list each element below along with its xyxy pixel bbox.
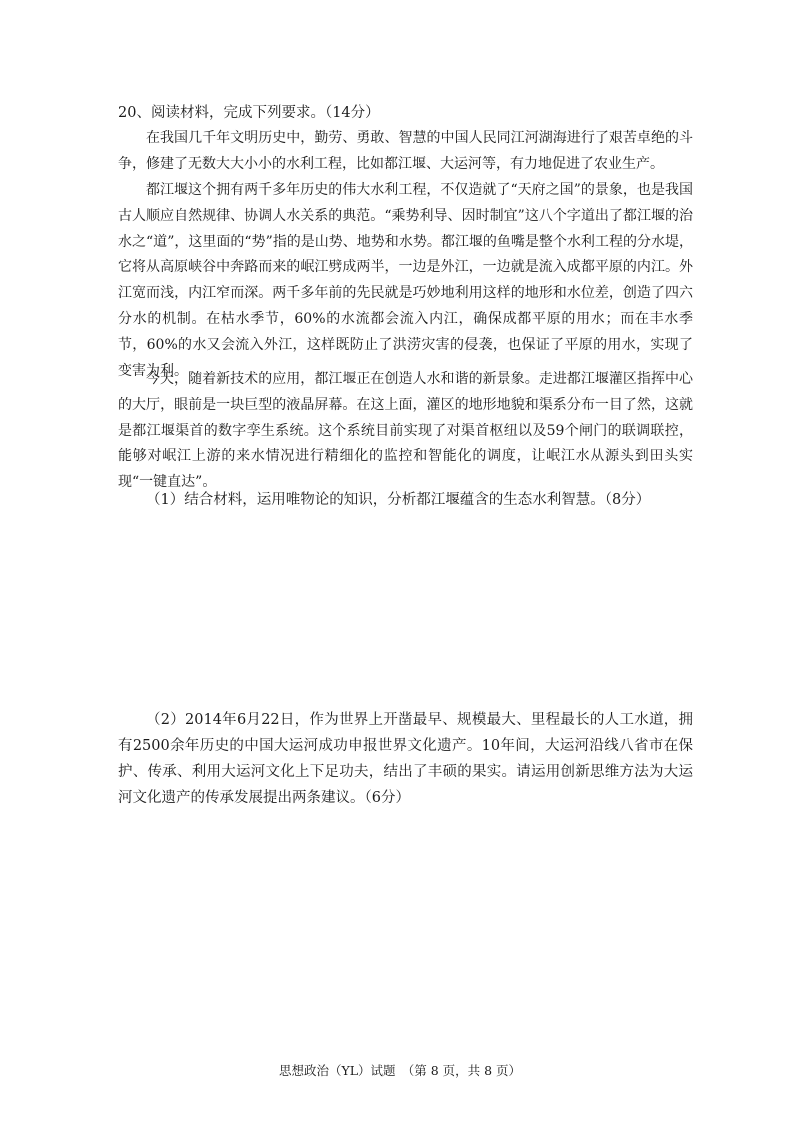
sub-question-2: （2）2014年6月22日，作为世界上开凿最早、规模最大、里程最长的人工水道，拥有2500余年历史的中国大运河成功申报世界文化遗产。10年间，大运河沿线八省市在保护、传承、利用大运河文化上下足功夫，结出了丰硕的果实。请运用创新思维方法为大运河文化遗产的传承发展提出两条建议。（6分） <box>118 712 693 806</box>
page-footer: 思想政治（YL）试题 （第 8 页，共 8 页） <box>278 1063 522 1078</box>
material-paragraph-1: 在我国几千年文明历史中，勤劳、勇敢、智慧的中国人民同江河湖海进行了艰苦卓绝的斗争，修建了无数大大小小的水利工程，比如都江堰、大运河等，有力地促进了农业生产。 <box>118 130 693 172</box>
question-title: 20、阅读材料，完成下列要求。（14分） <box>118 105 380 121</box>
sub-question-1: （1）结合材料，运用唯物论的知识，分析都江堰蕴含的生态水利智慧。（8分） <box>146 492 651 508</box>
material-paragraph-2: 都江堰这个拥有两千多年历史的伟大水利工程，不仅造就了“天府之国”的景象，也是我国古人顺应自然规律、协调人水关系的典范。“乘势利导、因时制宜”这八个字道出了都江堰的治水之“道”，这里面的“势”指的是山势、地势和水势。都江堰的鱼嘴是整个水利工程的分水堤，它将从高原峡谷中奔路而来的岷江劈成两半，一边是外江，一边就是流入成都平原的内江。外江宽而浅，内江窄而深。两千多年前的先民就是巧妙地利用这样的地形和水位差，创造了四六分水的机制。在枯水季节，60%的水流都会流入内江，确保成都平原的用水；而在丰水季节，60%的水又会流入外江，这样既防止了洪涝灾害的侵袭，也保证了平原的用水，实现了变害为利。 <box>118 182 693 379</box>
material-paragraph-3: 今天，随着新技术的应用，都江堰正在创造人水和谐的新景象。走进都江堰灌区指挥中心的大厅，眼前是一块巨型的液晶屏幕。在这上面，灌区的地形地貌和渠系分布一目了然，这就是都江堰渠首的数字孪生系统。这个系统目前实现了对渠首枢纽以及59个闸门的联调联控，能够对岷江上游的来水情况进行精细化的监控和智能化的调度，让岷江水从源头到田头实现“一键直达”。 <box>118 371 693 491</box>
